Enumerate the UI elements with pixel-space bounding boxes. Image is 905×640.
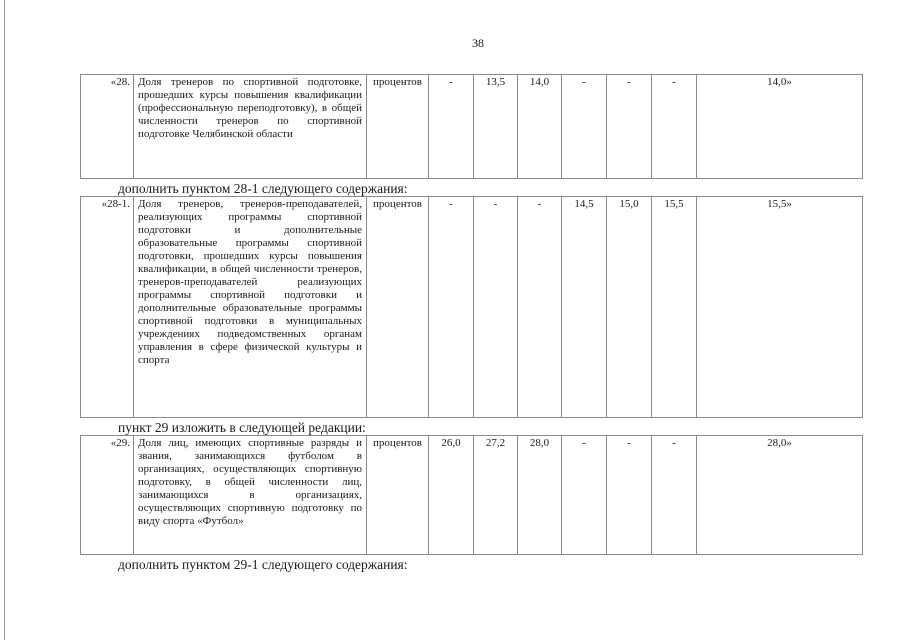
unit-cell: процентов bbox=[367, 436, 429, 555]
unit-cell: процентов bbox=[367, 75, 429, 179]
instruction-add-29-1: дополнить пунктом 29-1 следующего содержания: bbox=[118, 557, 408, 572]
value-cell: 13,5 bbox=[474, 75, 518, 179]
final-value-cell: 15,5» bbox=[697, 197, 863, 418]
indicator-table-row-28-1 bbox=[80, 196, 863, 418]
final-value-cell: 28,0» bbox=[697, 436, 863, 555]
value-cell: 15,0 bbox=[607, 197, 652, 418]
table-row bbox=[81, 436, 863, 555]
row-number: «29. bbox=[81, 436, 134, 555]
value-cell: - bbox=[562, 436, 607, 555]
indicator-description: Доля тренеров по спортивной подготовке, прошедших курсы повышения квалификации (профессиональную переподготовку), в общей численности тренеров по спортивной подготовке Челябинской области bbox=[134, 75, 367, 179]
value-cell: 27,2 bbox=[474, 436, 518, 555]
value-cell: 14,5 bbox=[562, 197, 607, 418]
indicator-table-row-28 bbox=[80, 74, 863, 179]
unit-cell: процентов bbox=[367, 197, 429, 418]
page-margin-line bbox=[4, 0, 5, 640]
value-cell: - bbox=[474, 197, 518, 418]
value-cell: - bbox=[429, 197, 474, 418]
table-row bbox=[81, 75, 863, 179]
indicator-description: Доля тренеров, тренеров-преподавателей, реализующих программы спортивной подготовки и дополнительные образовательные программы спортивной подготовки, прошедших курсы повышения квалификации, в общей численности тренеров, тренеров-преподавателей реализующих программы спортивной подготовки и дополнительные образовательные программы спортивной подготовки в муниципальных учреждениях подведомственных органам управления в сфере физической культуры и спорта bbox=[134, 197, 367, 418]
value-cell: 28,0 bbox=[518, 436, 562, 555]
value-cell: - bbox=[607, 75, 652, 179]
value-cell: 26,0 bbox=[429, 436, 474, 555]
value-cell: - bbox=[518, 197, 562, 418]
value-cell: - bbox=[562, 75, 607, 179]
value-cell: - bbox=[429, 75, 474, 179]
instruction-add-28-1: дополнить пунктом 28-1 следующего содержания: bbox=[118, 181, 408, 196]
value-cell: - bbox=[607, 436, 652, 555]
row-number: «28-1. bbox=[81, 197, 134, 418]
value-cell: - bbox=[652, 436, 697, 555]
page-number: 38 bbox=[472, 36, 484, 50]
row-number: «28. bbox=[81, 75, 134, 179]
indicator-table-row-29 bbox=[80, 435, 863, 555]
value-cell: - bbox=[652, 75, 697, 179]
table-row bbox=[81, 197, 863, 418]
final-value-cell: 14,0» bbox=[697, 75, 863, 179]
instruction-edit-29: пункт 29 изложить в следующей редакции: bbox=[118, 420, 366, 435]
value-cell: 14,0 bbox=[518, 75, 562, 179]
indicator-description: Доля лиц, имеющих спортивные разряды и звания, занимающихся футболом в организациях, осуществляющих спортивную подготовку, в общей численности лиц, занимающихся в организациях, осуществляющих спортивную подготовку по виду спорта «Футбол» bbox=[134, 436, 367, 555]
value-cell: 15,5 bbox=[652, 197, 697, 418]
